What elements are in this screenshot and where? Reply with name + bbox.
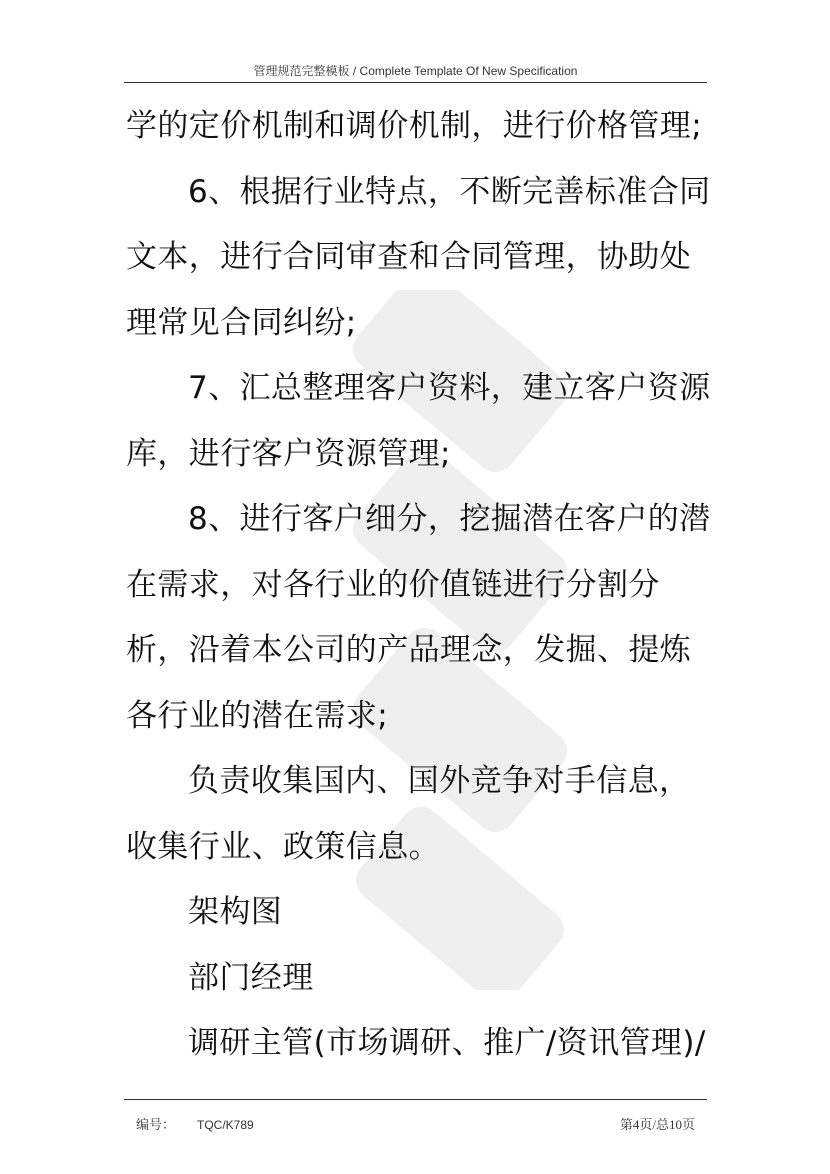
body-line: 各行业的潜在需求; <box>126 697 389 734</box>
body-line: 部门经理 <box>188 959 314 996</box>
body-line: 调研主管(市场调研、推广/资讯管理)/ <box>188 1025 706 1061</box>
document-body <box>126 94 711 1077</box>
body-line: 文本，进行合同审查和合同管理，协助处 <box>126 239 692 275</box>
body-line: 架构图 <box>188 894 283 930</box>
code-value: TQC/K789 <box>197 1118 254 1132</box>
document-code <box>136 1114 254 1133</box>
body-line: 6、根据行业特点，不断完善标准合同 <box>188 173 711 210</box>
page-header <box>124 60 707 83</box>
code-label: 编号： <box>136 1117 176 1132</box>
body-line: 析，沿着本公司的产品理念，发掘、提炼 <box>126 632 692 668</box>
page-footer <box>124 1099 707 1132</box>
page-number: 第4页/总10页 <box>619 1117 695 1132</box>
body-line: 收集行业、政策信息。 <box>126 828 440 865</box>
body-line: 理常见合同纠纷; <box>126 304 357 341</box>
header-title: 管理规范完整模板 / Complete Template Of New Specification <box>253 64 578 78</box>
body-line: 8、进行客户细分，挖掘潜在客户的潜 <box>188 501 711 537</box>
body-line: 负责收集国内、国外竞争对手信息， <box>188 763 691 799</box>
body-line: 7、汇总整理客户资料，建立客户资源 <box>188 370 711 406</box>
body-line: 库，进行客户资源管理; <box>126 435 451 472</box>
body-line: 学的定价机制和调价机制，进行价格管理; <box>126 108 703 144</box>
body-line: 在需求，对各行业的价值链进行分割分 <box>126 566 660 603</box>
